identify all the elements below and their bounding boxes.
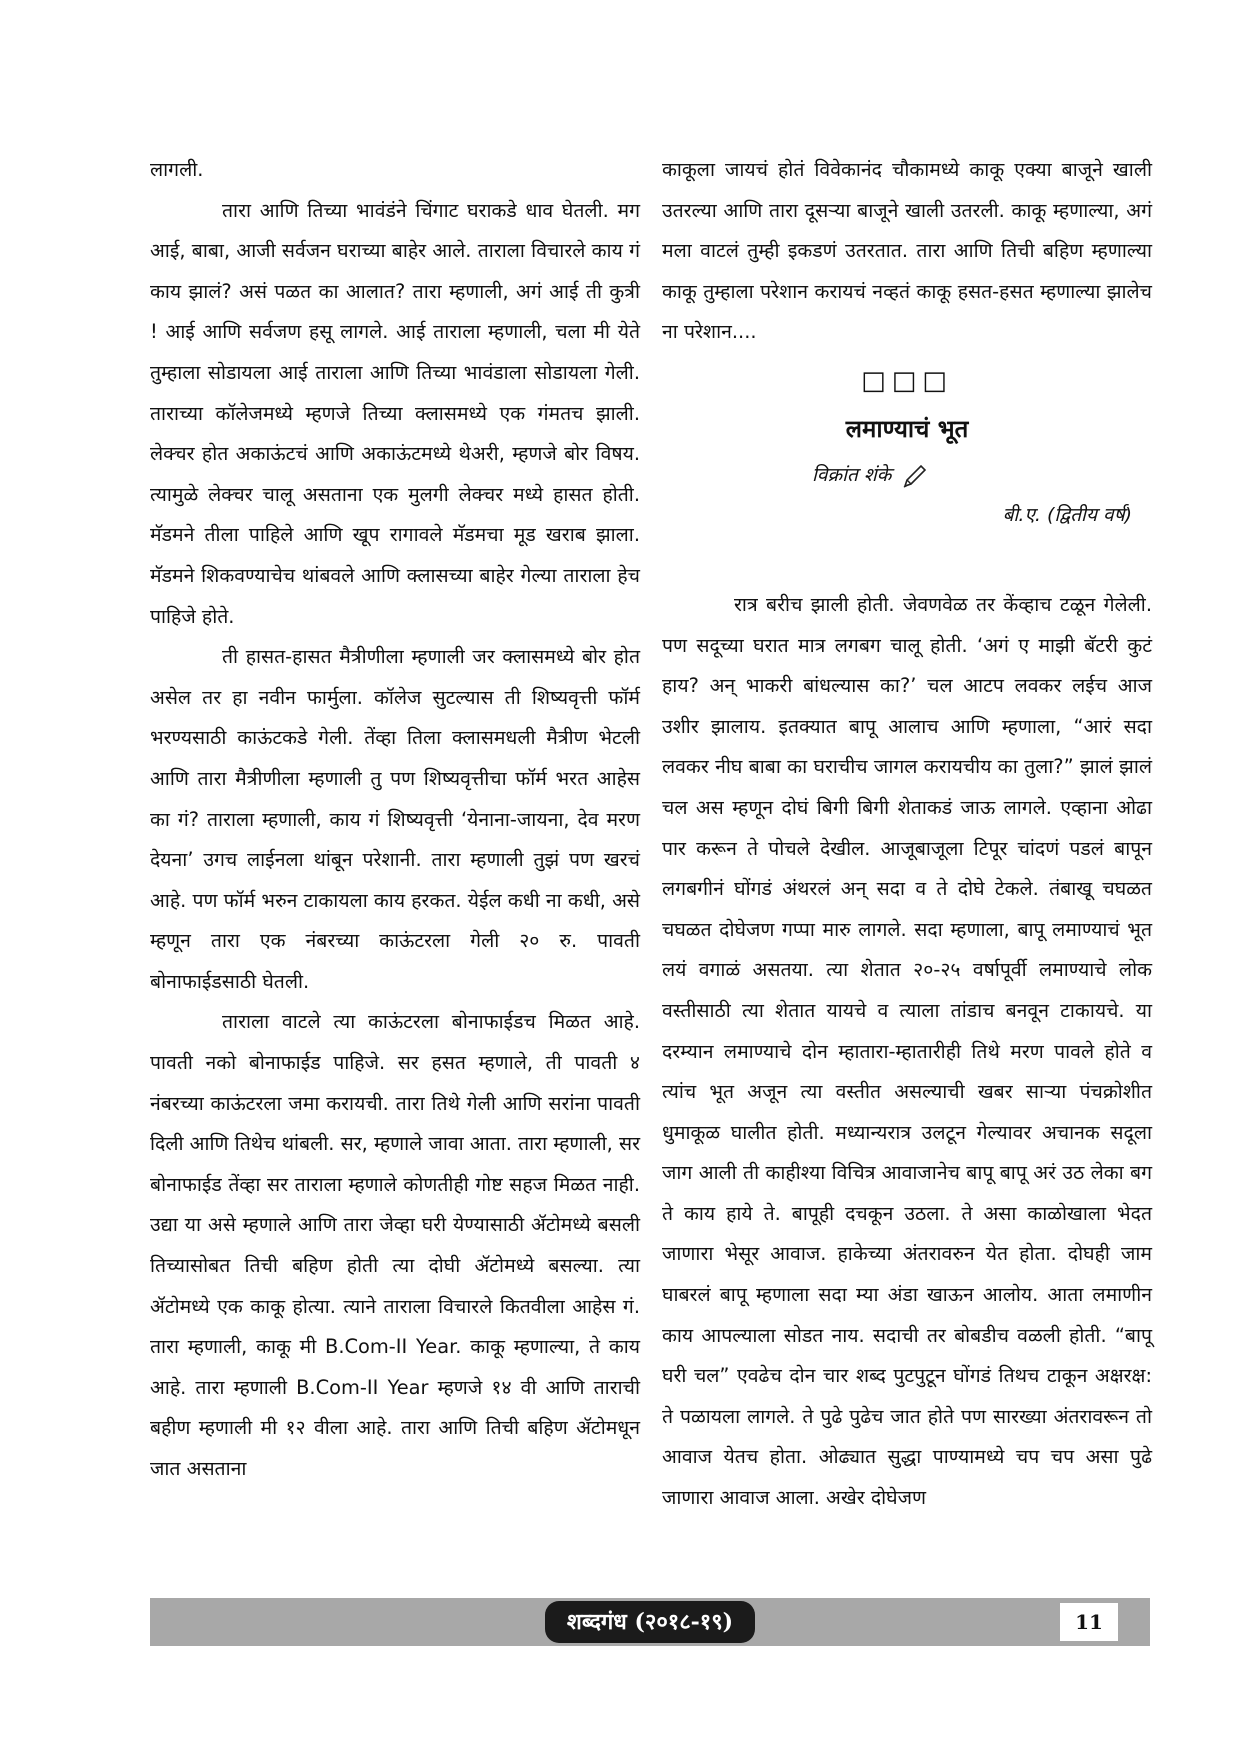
story-title: लमाण्याचं भूत bbox=[845, 414, 969, 443]
right-column bbox=[662, 150, 1152, 1519]
left-paragraph-3: ती हासत-हासत मैत्रीणीला म्हणाली जर क्लासमध्ये बोर होत असेल तर हा नवीन फार्मुला. कॉलेज सुटल्यास ती शिष्यवृत्ती फॉर्म भरण्यसाठी काऊंटकडे गेली. तेंव्हा तिला क्लासमधली मैत्रीण भेटली आणि तारा मैत्रीणीला म्हणाली तु पण शिष्यवृत्तीचा फॉर्म भरत आहेस का गं? ताराला म्हणाली, काय गं शिष्यवृत्ती ‘येनाना-जायना, देव मरण देयना’ उगच लाईनला थांबून परेशानी. तारा म्हणाली तुझं पण खरचं आहे. पण फॉर्म भरुन टाकायला काय हरकत. येईल कधी ना कधी, असे म्हणून तारा एक नंबरच्या काऊंटरला गेली २० रु. पावती बोनाफाईडसाठी घेतली. bbox=[150, 645, 640, 993]
story-paragraph: रात्र बरीच झाली होती. जेवणवेळ तर केंव्हाच टळून गेलेली. पण सदूच्या घरात मात्र लगबग चालू होती. ‘अगं ए माझी बॅटरी कुटं हाय? अन् भाकरी बांधल्यास का?’ चल आटप लवकर लईच आज उशीर झालाय. इतक्यात बापू आलाच आणि म्हणाला, “आरं सदा लवकर नीघ बाबा का घराचीच जागल करायचीय का तुला?” झालं झालं चल अस म्हणून दोघं बिगी बिगी शेताकडं जाऊ लागले. एव्हाना ओढा पार करून ते पोचले देखील. आजूबाजूला टिपूर चांदणं पडलं बापून लगबगीनं घोंगडं अंथरलं अन् सदा व ते दोघे टेकले. तंबाखू चघळत चघळत दोघेजण गप्पा मारु लागले. सदा म्हणाला, बापू लमाण्याचं भूत लयं वगाळं असतया. त्या शेतात २०-२५ वर्षापूर्वी लमाण्याचे लोक वस्तीसाठी त्या शेतात यायचे व त्याला तांडाच बनवून टाकायचे. या दरम्यान लमाण्याचे दोन म्हातारा-म्हातारीही तिथे मरण पावले होते व त्यांच भूत अजून त्या वस्तीत असल्याची खबर साऱ्या पंचक्रोशीत धुमाकूळ घालीत होती. मध्यान्यरात्र उलटून गेल्यावर अचानक सदूला जाग आली ती काहीश्या विचित्र आवाजानेच बापू बापू अरं उठ लेका बग ते काय हाये ते. बापूही दचकून उठला. ते असा काळोखाला भेदत जाणारा भेसूर आवाज. हाकेच्या अंतरावरुन येत होता. दोघही जाम घाबरलं बापू म्हणाला सदा म्या अंडा खाऊन आलोय. आता लमाणीन काय आपल्याला सोडत नाय. सदाची तर बोबडीच वळली होती. “बापू घरी चल” एवढेच दोन चार शब्द पुटपुटून घोंगडं तिथच टाकून अक्षरक्ष: ते पळायला लागले. ते पुढे पुढेच जात होते पण सारख्या अंतरावरून तो आवाज येतच होता. ओढ्यात सुद्धा पाण्यामध्ये चप चप असा पुढे जाणारा आवाज आला. अखेर दोघेजण bbox=[662, 592, 1152, 1510]
left-paragraph-1: लागली. bbox=[150, 158, 204, 181]
spacer bbox=[662, 535, 1152, 585]
pen-icon bbox=[902, 463, 928, 489]
footer-bar bbox=[150, 1598, 1150, 1646]
left-paragraph-4: ताराला वाटले त्या काऊंटरला बोनाफाईडच मिळत आहे. पावती नको बोनाफाईड पाहिजे. सर हसत म्हणाले, ती पावती ४ नंबरच्या काऊंटरला जमा करायची. तारा तिथे गेली आणि सरांना पावती दिली आणि तिथेच थांबली. सर, म्हणाले जावा आता. तारा म्हणाली, सर बोनाफाईड तेंव्हा सर ताराला म्हणाले कोणतीही गोष्ट सहज मिळत नाही. उद्या या असे म्हणाले आणि तारा जेव्हा घरी येण्यासाठी ॲटोमध्ये बसली तिच्यासोबत तिची बहिण होती त्या दोघी ॲटोमध्ये बसल्या. त्या ॲटोमध्ये एक काकू होत्या. त्याने ताराला विचारले कितवीला आहेस गं. तारा म्हणाली, काकू मी B.Com-II Year. काकू म्हणाल्या, ते काय आहे. तारा म्हणाली B.Com-II Year म्हणजे १४ वी आणि ताराची बहीण म्हणाली मी १२ वीला आहे. तारा आणि तिची बहिण ॲटोमधून जात असताना bbox=[150, 1010, 640, 1480]
page-number: 11 bbox=[1060, 1603, 1118, 1641]
left-column bbox=[150, 150, 640, 1490]
author-name: विक्रांत शंके bbox=[812, 463, 892, 486]
left-paragraph-2: तारा आणि तिच्या भावंडंने चिंगाट घराकडे धाव घेतली. मग आई, बाबा, आजी सर्वजन घराच्या बाहेर आले. ताराला विचारले काय गं काय झालं? असं पळत का आलात? तारा म्हणाली, अगं आई ती कुत्री ! आई आणि सर्वजण हसू लागले. आई ताराला म्हणाली, चला मी येते तुम्हाला सोडायला आई ताराला आणि तिच्या भावंडाला सोडायला गेली. ताराच्या कॉलेजमध्ये म्हणजे तिच्या क्लासमध्ये एक गंमतच झाली. लेक्चर होत अकाऊंटचं आणि अकाऊंटमध्ये थेअरी, म्हणजे बोर विषय. त्यामुळे लेक्चर चालू असताना एक मुलगी लेक्चर मध्ये हासत होती. मॅडमने तीला पाहिले आणि खूप रागावले मॅडमचा मूड खराब झाला. मॅडमने शिकवण्याचेच थांबवले आणि क्लासच्या बाहेर गेल्या ताराला हेच पाहिजे होते. bbox=[150, 198, 640, 628]
section-divider: □□□ bbox=[861, 365, 953, 396]
author-line bbox=[662, 455, 1152, 495]
right-continuation-paragraph: काकूला जायचं होतं विवेकानंद चौकामध्ये काकू एक्या बाजूने खाली उतरल्या आणि तारा दूसऱ्या बाजूने खाली उतरली. काकू म्हणाल्या, अगं मला वाटलं तुम्ही इकडणं उतरतात. तारा आणि तिची बहिण म्हणाल्या काकू तुम्हाला परेशान करायचं नव्हतं काकू हसत-हसत म्हणाल्या झालेच ना परेशान.... bbox=[662, 158, 1152, 344]
author-degree: बी.ए. (द्वितीय वर्ष) bbox=[1002, 503, 1132, 526]
magazine-title-badge: शब्दगंध (२०१८-१९) bbox=[545, 1601, 755, 1643]
